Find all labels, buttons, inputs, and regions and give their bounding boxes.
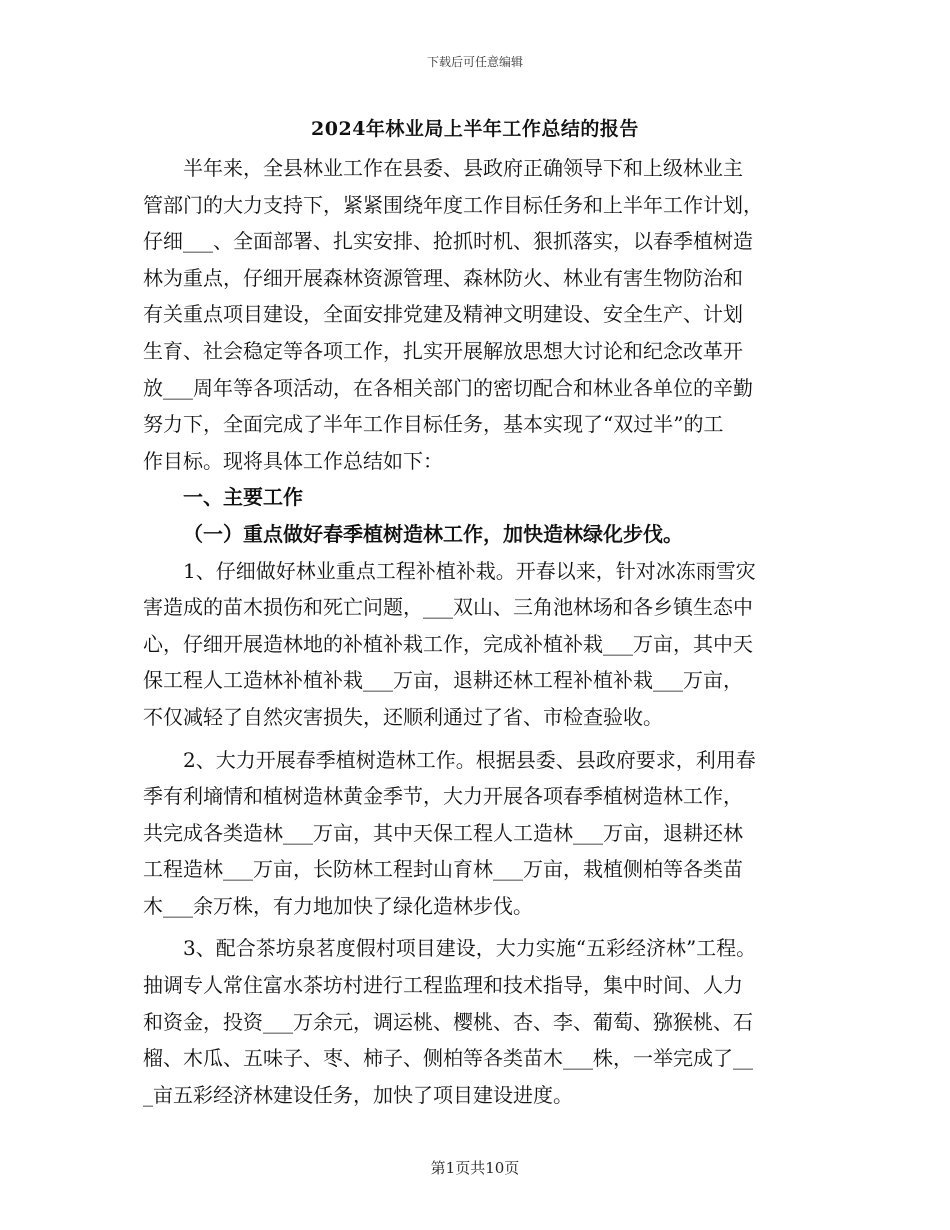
paragraph-line: 榴、木瓜、五味子、枣、柿子、侧柏等各类苗木___株，一举完成了__ (143, 1046, 753, 1071)
paragraph-line: 努力下，全面完成了半年工作目标任务，基本实现了“双过半”的工 (143, 412, 724, 437)
paragraph-line: 害造成的苗木损伤和死亡问题，___双山、三角池林场和各乡镇生态中 (143, 595, 753, 620)
paragraph-line: 半年来，全县林业工作在县委、县政府正确领导下和上级林业主 (183, 156, 743, 180)
paragraph-line: 3、配合茶坊泉茗度假村项目建设，大力实施“五彩经济林”工程。 (183, 936, 757, 961)
paragraph-line: 木___余万株，有力地加快了绿化造林步伐。 (143, 893, 533, 918)
paragraph-line: 林为重点，仔细开展森林资源管理、森林防火、林业有害生物防治和 (143, 265, 743, 290)
paragraph-line: 管部门的大力支持下，紧紧围绕年度工作目标任务和上半年工作计划， (143, 192, 763, 217)
page-header: 下载后可任意编辑 (426, 55, 523, 69)
document-title: 2024年林业局上半年工作总结的报告 (311, 118, 639, 140)
section-heading: （一）重点做好春季植树造林工作，加快造林绿化步伐。 (183, 521, 683, 546)
paragraph-line: 抽调专人常住富水茶坊村进行工程监理和技术指导，集中时间、人力 (143, 973, 743, 998)
document-body (143, 150, 813, 1113)
paragraph-line: 工程造林___万亩，长防林工程封山育林___万亩，栽植侧柏等各类苗 (143, 857, 743, 882)
paragraph-line: 生育、社会稳定等各项工作，扎实开展解放思想大讨论和纪念改革开 (143, 338, 743, 363)
paragraph-line: _亩五彩经济林建设任务，加快了项目建设进度。 (143, 1082, 573, 1107)
section-heading: 一、主要工作 (183, 485, 303, 510)
paragraph-line: 共完成各类造林___万亩，其中天保工程人工造林___万亩，退耕还林 (143, 820, 743, 845)
paragraph-line: 放___周年等各项活动，在各相关部门的密切配合和林业各单位的辛勤 (143, 375, 753, 400)
page-footer: 第1页共10页 (430, 1159, 520, 1177)
paragraph-line: 不仅减轻了自然灾害损失，还顺利通过了省、市检查验收。 (143, 704, 663, 729)
paragraph-line: 和资金，投资___万余元，调运桃、樱桃、杏、李、葡萄、猕猴桃、石 (143, 1009, 753, 1034)
paragraph-line: 2、大力开展春季植树造林工作。根据县委、县政府要求，利用春 (183, 747, 756, 772)
paragraph-line: 心，仔细开展造林地的补植补栽工作，完成补植补栽___万亩，其中天 (143, 631, 753, 656)
paragraph-line: 有关重点项目建设，全面安排党建及精神文明建设、安全生产、计划 (143, 302, 743, 327)
paragraph-line: 1、仔细做好林业重点工程补植补栽。开春以来，针对冰冻雨雪灾 (183, 558, 756, 583)
paragraph-line: 季有利墒情和植树造林黄金季节，大力开展各项春季植树造林工作， (143, 784, 743, 809)
paragraph-line: 仔细___、全面部署、扎实安排、抢抓时机、狠抓落实，以春季植树造 (143, 229, 753, 254)
paragraph-line: 作目标。现将具体工作总结如下： (143, 448, 443, 473)
paragraph-line: 保工程人工造林补植补栽___万亩，退耕还林工程补植补栽___万亩， (143, 668, 743, 693)
